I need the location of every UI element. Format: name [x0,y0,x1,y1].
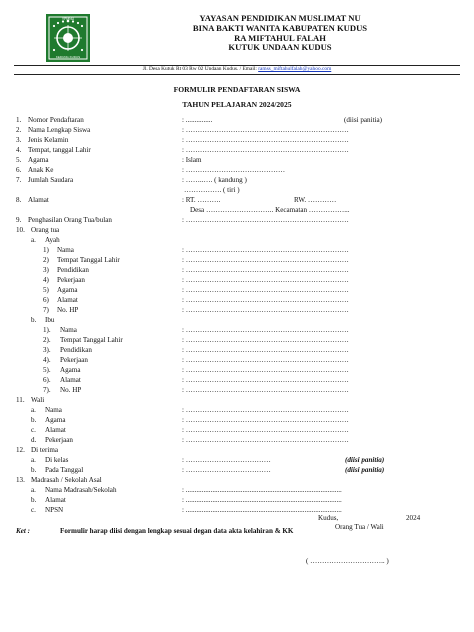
row-index: 4) [43,276,49,284]
row-mother-address [0,376,474,385]
row-label: Alamat [45,426,66,434]
student-name-field[interactable]: : …………………………………………………………… [182,126,349,134]
father-phone-field[interactable]: : …………………………………………………………… [182,306,349,314]
row-label: Pada Tanggal [45,466,84,474]
row-index: 3) [43,266,49,274]
row-index: 5). [43,366,51,374]
row-number: 9. [16,216,22,224]
row-label: NPSN [45,506,64,514]
row-label: Di terima [31,446,58,454]
row-label: Ibu [45,316,55,324]
foundation-logo [46,14,90,62]
row-gender [0,136,474,145]
origin-school-address-field[interactable]: : ........................................................................................ [182,496,342,504]
row-mother-religion [0,366,474,375]
svg-text:YPMNU: YPMNU [61,17,75,22]
row-number: 8. [16,196,22,204]
row-note: (diisi panitia) [345,466,385,474]
row-child-order [0,166,474,175]
row-label: Ayah [45,236,60,244]
header-line-1: YAYASAN PENDIDIKAN MUSLIMAT NU [199,13,361,23]
sign-place: Kudus, [318,514,339,522]
row-label: Tempat Tanggal Lahir [60,336,123,344]
row-index: 2). [43,336,51,344]
row-mother-education [0,346,474,355]
father-job-field[interactable]: : …………………………………………………………… [182,276,349,284]
row-label: Nama [60,326,77,334]
row-letter: a. [31,456,36,464]
row-accepted-date [0,466,474,475]
row-student-name [0,126,474,135]
header-divider-thin [14,74,460,75]
row-label: Penghasilan Orang Tua/bulan [28,216,112,224]
village-district-field[interactable]: Desa ……………………….. Kecamatan ……………... [190,206,350,214]
row-birth [0,146,474,155]
gender-field[interactable]: : …………………………………………………………… [182,136,349,144]
row-father-phone [0,306,474,315]
row-number: 11. [16,396,25,404]
academic-year: TAHUN PELAJARAN 2024/2025 [182,100,292,109]
address-line [14,66,460,73]
row-note: (diisi panitia) [345,456,385,464]
row-letter: a. [31,406,36,414]
row-index: 1). [43,326,51,334]
row-label: Anak Ke [28,166,54,174]
father-birth-field[interactable]: : …………………………………………………………… [182,256,349,264]
income-field[interactable]: : …………………………………………………………… [182,216,349,224]
mother-name-field[interactable]: : …………………………………………………………… [182,326,349,334]
row-note: (diisi panitia) [344,116,383,124]
row-label: Agama [60,366,81,374]
rw-field[interactable]: RW. ………… [294,196,337,204]
row-number: 12. [16,446,25,454]
form-title: FORMULIR PENDAFTARAN SISWA [173,85,301,94]
row-guardian-name [0,406,474,415]
row-label: Pekerjaan [57,276,85,284]
row-index: 7). [43,386,51,394]
row-origin-school-address [0,496,474,505]
row-index: 3). [43,346,51,354]
row-father-education [0,266,474,275]
svg-text:KEDUNG KUDUS: KEDUNG KUDUS [55,55,81,59]
row-address [0,196,474,205]
row-letter: d. [31,436,37,444]
email-link[interactable]: ramss_miftahulfalah@yahoo.com [258,66,332,72]
row-mother-birth [0,336,474,345]
row-letter: b. [31,416,37,424]
row-accepted-class [0,456,474,465]
row-label: Alamat [60,376,81,384]
signer-title: Orang Tua / Wali [335,523,384,531]
row-letter: c. [31,426,36,434]
row-label: Alamat [45,496,66,504]
row-label: Pendidikan [57,266,89,274]
row-label: Agama [57,286,78,294]
father-education-field[interactable]: : …………………………………………………………… [182,266,349,274]
row-index: 5) [43,286,49,294]
row-label: Nama Lengkap Siswa [28,126,91,134]
guardian-address-field[interactable]: : …………………………………………………………… [182,426,349,434]
row-number: 7. [16,176,22,184]
row-number: 6. [16,166,22,174]
row-number: 10. [16,226,25,234]
row-parents [0,226,474,235]
row-letter: b. [31,316,37,324]
row-label: Di kelas [45,456,69,464]
religion-field[interactable]: : Islam [182,156,202,164]
row-letter: a. [31,236,36,244]
row-number: 2. [16,126,22,134]
class-field[interactable]: : ……………………………… [182,456,271,464]
row-label: Tempat Tanggal Lahir [57,256,120,264]
row-number: 5. [16,156,22,164]
row-label: Pekerjaan [45,436,73,444]
row-label: Jumlah Saudara [28,176,74,184]
father-religion-field[interactable]: : …………………………………………………………… [182,286,349,294]
mother-job-field[interactable]: : …………………………………………………………… [182,356,349,364]
row-label: Nama [57,246,74,254]
note-text: Formulir harap diisi dengan lengkap sesuai degan data akta kelahiran & KK [60,527,294,535]
row-label: Nama [45,406,62,414]
row-label: Alamat [57,296,78,304]
row-father-name [0,246,474,255]
row-label: Jenis Kelamin [28,136,69,144]
row-number: 4. [16,146,22,154]
note-label: Ket : [16,527,30,535]
mother-address-field[interactable]: : …………………………………………………………… [182,376,349,384]
row-guardian-heading [0,396,474,405]
row-guardian-religion [0,416,474,425]
row-label: Agama [45,416,66,424]
row-father-birth [0,256,474,265]
mother-birth-field[interactable]: : …………………………………………………………… [182,336,349,344]
siblings-kandung-field[interactable]: : ……..…. ( kandung ) [182,176,247,184]
row-label: Pendidikan [60,346,92,354]
row-label: Nama Madrasah/Sekolah [45,486,117,494]
header-line-2: BINA BAKTI WANITA KABUPATEN KUDUS [192,22,368,33]
row-religion [0,156,474,165]
row-index: 7) [43,306,49,314]
row-label: Madrasah / Sekolah Asal [31,476,102,484]
row-number: 3. [16,136,22,144]
row-siblings [0,176,474,185]
row-index: 6) [43,296,49,304]
row-index: 4). [43,356,51,364]
origin-school-name-field[interactable]: : ........................................................................................ [182,486,342,494]
siblings-tiri-field[interactable]: ……………. ( tiri ) [184,186,240,194]
mother-religion-field[interactable]: : …………………………………………………………… [182,366,349,374]
row-father-address [0,296,474,305]
row-letter: a. [31,486,36,494]
header-line-3: RA MIFTAHUL FALAH [234,32,326,43]
row-siblings-step [0,186,474,195]
row-father-religion [0,286,474,295]
row-number: 1. [16,116,22,124]
row-origin-school-npsn [0,506,474,515]
guardian-name-field[interactable]: : …………………………………………………………… [182,406,349,414]
row-letter: b. [31,466,37,474]
father-name-field[interactable]: : …………………………………………………………… [182,246,349,254]
row-index: 1) [43,246,49,254]
row-address-village [0,206,474,215]
row-mother-heading [0,316,474,325]
row-guardian-job [0,436,474,445]
accepted-date-field[interactable]: : ……………………………… [182,466,271,474]
row-label: Agama [28,156,49,164]
birth-field[interactable]: : …………………………………………………………… [182,146,349,154]
row-mother-name [0,326,474,335]
row-index: 2) [43,256,49,264]
npsn-field[interactable]: : ........................................................................................ [182,506,342,514]
header-line-4: KUTUK UNDAAN KUDUS [228,42,332,53]
row-mother-phone [0,386,474,395]
row-label: Wali [31,396,45,404]
row-mother-job [0,356,474,365]
father-address-field[interactable]: : …………………………………………………………… [182,296,349,304]
row-label: Nomor Pendaftaran [28,116,84,124]
guardian-job-field[interactable]: : …………………………………………………………… [182,436,349,444]
row-label: Orang tua [31,226,60,234]
address-text: Jl. Desa Kutuk Rt 03 Rw 02 Undaan Kudus. / Email: [142,66,259,72]
row-father-job [0,276,474,285]
sign-year: 2024 [406,514,421,522]
mother-phone-field[interactable]: : …………………………………………………………… [182,386,349,394]
row-income [0,216,474,225]
row-label: Pekerjaan [60,356,88,364]
row-label: Alamat [28,196,49,204]
row-number: 13. [16,476,25,484]
row-label: No. HP [57,306,79,314]
row-accepted-heading [0,446,474,455]
row-label: Tempat, tanggal Lahir [28,146,91,154]
row-guardian-address [0,426,474,435]
row-origin-school-name [0,486,474,495]
rt-field[interactable]: : RT. ………. [182,196,221,204]
institution-header [100,14,460,53]
child-order-field[interactable]: : …………………………………… [182,166,286,174]
row-letter: c. [31,506,36,514]
mother-education-field[interactable]: : …………………………………………………………… [182,346,349,354]
row-index: 6). [43,376,51,384]
row-letter: b. [31,496,37,504]
row-label: No. HP [60,386,82,394]
row-registration-number [0,116,474,125]
registration-number-field[interactable]: : ............... [182,116,213,124]
row-origin-school-heading [0,476,474,485]
signature-line[interactable]: ( ………………………….. ) [306,557,389,565]
guardian-religion-field[interactable]: : …………………………………………………………… [182,416,349,424]
row-father-heading [0,236,474,245]
